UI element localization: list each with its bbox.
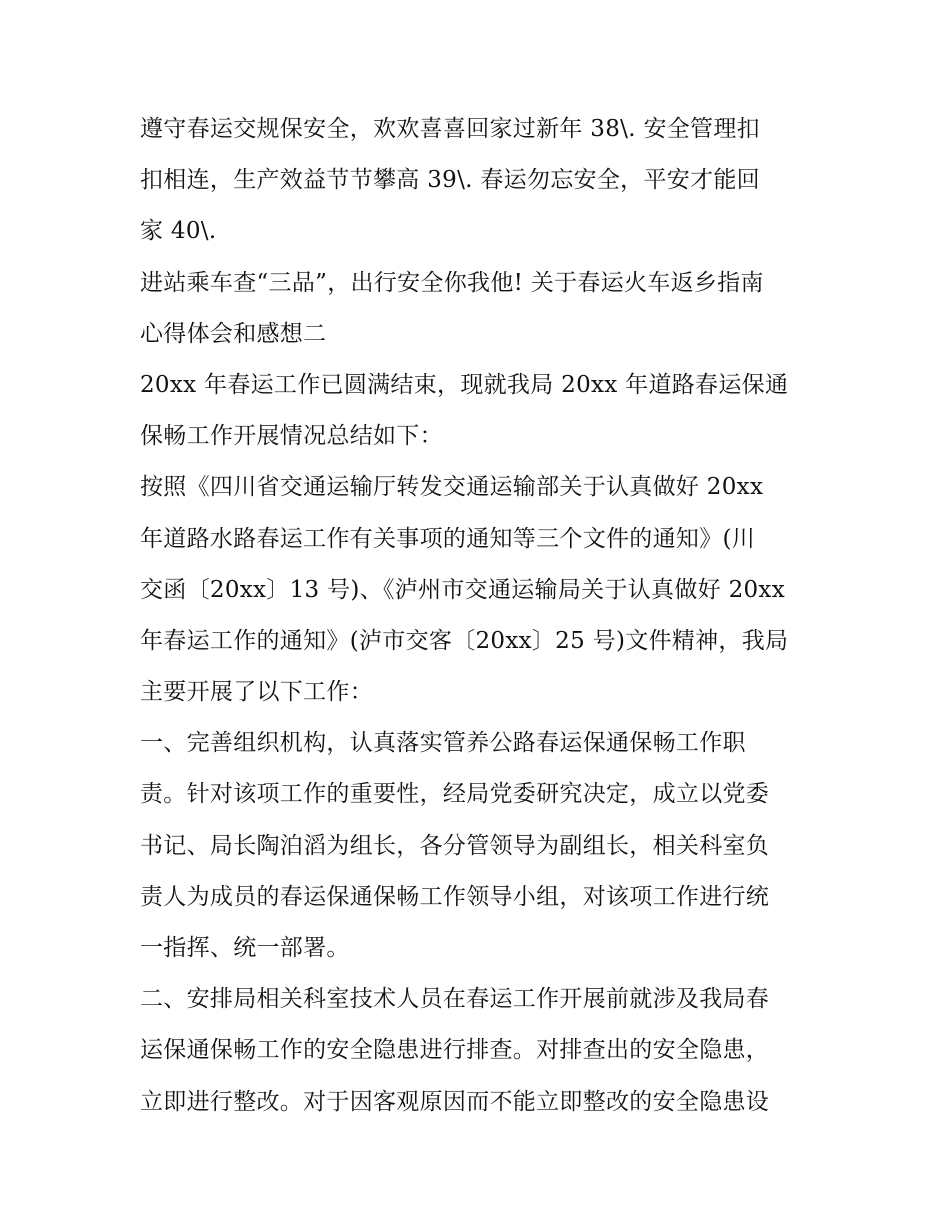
text-line: 20xx 年春运工作已圆满结束，现就我局 20xx 年道路春运保通 [140,371,789,398]
text-line: 交函〔20xx〕13 号)、《泸州市交通运输局关于认真做好 20xx [140,576,785,603]
text-line: 一指挥、统一部署。 [140,935,350,961]
text-line: 家 40\. [140,218,217,245]
text-line: 主要开展了以下工作： [140,679,373,706]
text-line: 心得体会和感想二 [140,320,327,347]
text-line: 按照《四川省交通运输厅转发交通运输部关于认真做好 20xx [140,474,764,501]
text-line: 保畅工作开展情况总结如下： [140,423,443,450]
document-body [140,104,820,1128]
text-line: 进站乘车查“三品”，出行安全你我他! 关于春运火车返乡指南 [140,269,764,296]
text-line: 扣相连，生产效益节节攀高 39\. 春运勿忘安全，平安才能回 [140,167,760,194]
text-line: 二、安排局相关科室技术人员在春运工作开展前就涉及我局春 [140,986,770,1013]
text-line: 年春运工作的通知》(泸市交客〔20xx〕25 号)文件精神，我局 [140,627,789,654]
text-line: 责人为成员的春运保通保畅工作领导小组，对该项工作进行统 [140,883,770,910]
text-line: 立即进行整改。对于因客观原因而不能立即整改的安全隐患设 [140,1088,770,1115]
text-line: 年道路水路春运工作有关事项的通知等三个文件的通知》(川 [140,525,756,552]
text-line: 遵守春运交规保安全，欢欢喜喜回家过新年 38\. 安全管理扣 [140,116,760,142]
text-line: 书记、局长陶泊滔为组长，各分管领导为副组长，相关科室负 [140,832,770,859]
text-line: 责。针对该项工作的重要性，经局党委研究决定，成立以党委 [140,781,770,808]
text-line: 一、完善组织机构，认真落实管养公路春运保通保畅工作职 [140,730,746,757]
text-line: 运保通保畅工作的安全隐患进行排查。对排查出的安全隐患， [140,1037,770,1064]
